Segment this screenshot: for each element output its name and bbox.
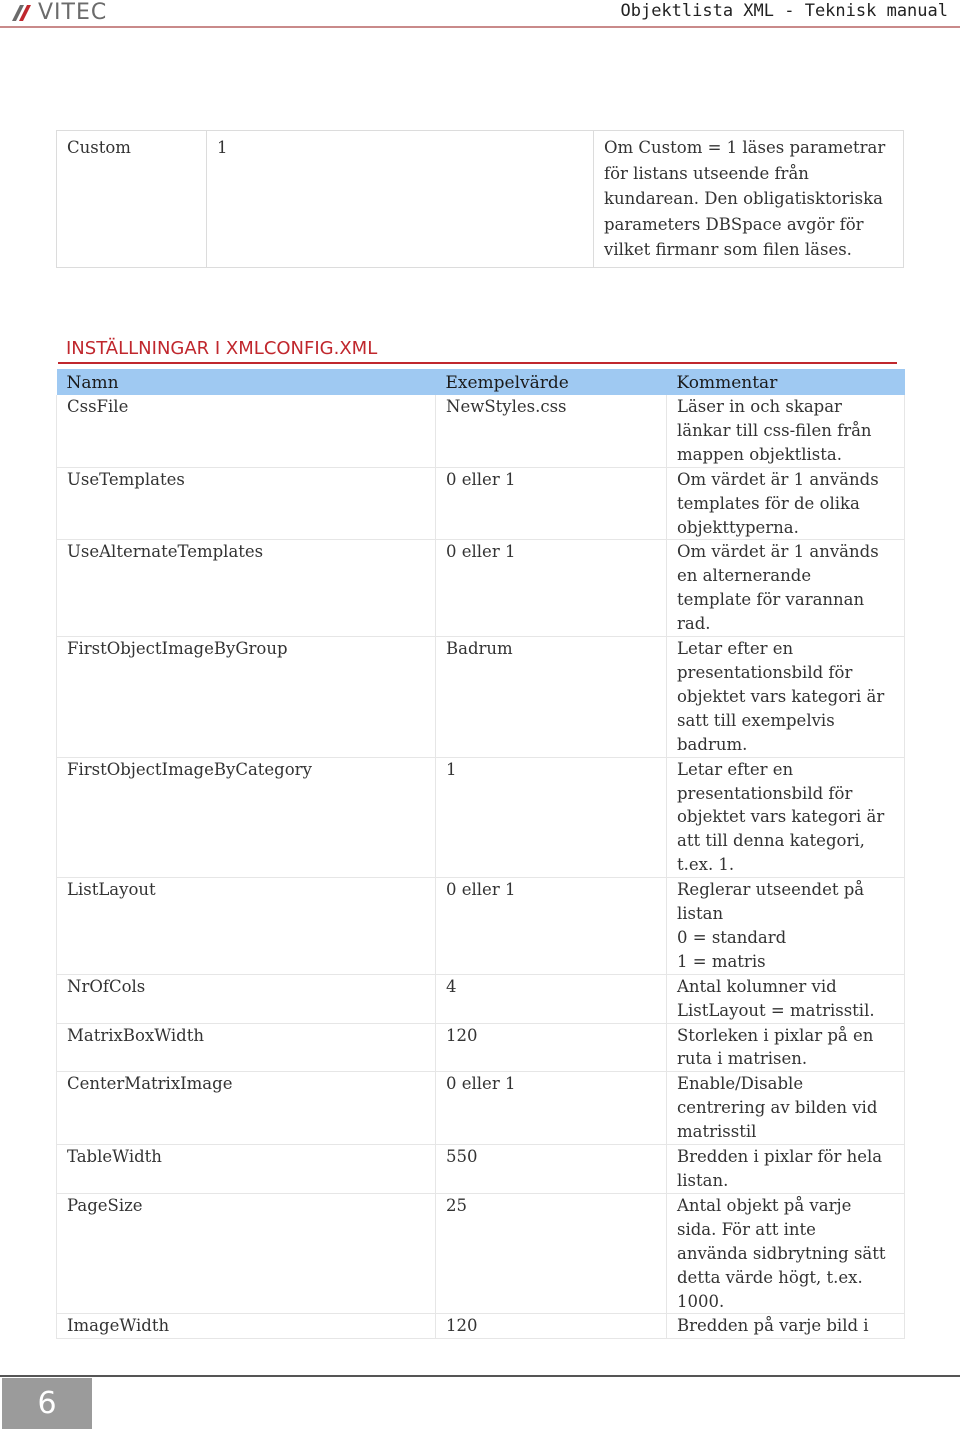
logo-text: VITEC — [38, 0, 108, 25]
comment-line: Om Custom = 1 läses parametrar — [604, 138, 886, 157]
comment-line: objektet vars kategori är — [677, 686, 885, 706]
setting-example-value: Badrum — [436, 637, 667, 758]
comment-line: template för varannan — [677, 590, 865, 610]
setting-example-value: 1 — [436, 757, 667, 878]
comment-line: ListLayout = matrisstil. — [677, 1000, 875, 1020]
setting-name: FirstObjectImageByCategory — [57, 757, 436, 878]
table-row — [57, 1023, 905, 1072]
comment-line: centrering av bilden vid — [677, 1098, 878, 1118]
setting-example-value: 0 eller 1 — [436, 467, 667, 540]
setting-example-value: 0 eller 1 — [436, 540, 667, 637]
comment-line: detta värde högt, t.ex. — [677, 1267, 863, 1287]
page-header — [0, 0, 960, 28]
param-name: Custom — [57, 131, 207, 268]
settings-table-body — [57, 395, 905, 1339]
comment-line: Enable/Disable — [677, 1074, 804, 1094]
table-row — [57, 540, 905, 637]
section-divider — [58, 362, 897, 364]
comment-line: listan — [677, 904, 724, 924]
table-row — [57, 1072, 905, 1145]
setting-comment — [667, 637, 905, 758]
comment-line: mappen objektlista. — [677, 444, 842, 464]
setting-comment — [667, 757, 905, 878]
table-row — [57, 1145, 905, 1194]
vitec-logo-icon — [10, 3, 32, 23]
header-divider — [0, 26, 960, 28]
setting-example-value: 550 — [436, 1145, 667, 1194]
comment-line: presentationsbild för — [677, 783, 853, 803]
comment-line: 1 = matris — [677, 951, 766, 971]
comment-line: presentationsbild för — [677, 662, 853, 682]
comment-line: objektet vars kategori är — [677, 807, 885, 827]
setting-example-value: 0 eller 1 — [436, 1072, 667, 1145]
comment-line: Om värdet är 1 används — [677, 469, 879, 489]
param-comment — [594, 131, 904, 268]
setting-example-value: 120 — [436, 1023, 667, 1072]
comment-line: en alternerande — [677, 566, 812, 586]
page-number: 6 — [2, 1378, 92, 1429]
comment-line: t.ex. 1. — [677, 855, 735, 875]
table-row — [57, 131, 904, 268]
column-header-comment: Kommentar — [667, 369, 905, 395]
setting-comment — [667, 540, 905, 637]
setting-name: TableWidth — [57, 1145, 436, 1194]
setting-example-value: 120 — [436, 1314, 667, 1339]
comment-line: använda sidbrytning sätt — [677, 1243, 886, 1263]
comment-line: satt till exempelvis — [677, 710, 835, 730]
table-row — [57, 757, 905, 878]
setting-example-value: 0 eller 1 — [436, 878, 667, 975]
setting-comment — [667, 878, 905, 975]
comment-line: 1000. — [677, 1291, 725, 1311]
setting-name: CenterMatrixImage — [57, 1072, 436, 1145]
setting-comment — [667, 467, 905, 540]
setting-name: UseTemplates — [57, 467, 436, 540]
comment-line: parameters DBSpace avgör för — [604, 214, 864, 234]
comment-line: Antal kolumner vid — [677, 976, 837, 996]
table-row — [57, 1193, 905, 1314]
footer-divider — [0, 1375, 960, 1377]
setting-comment — [667, 974, 905, 1023]
setting-name: ListLayout — [57, 878, 436, 975]
comment-line: 0 = standard — [677, 927, 787, 947]
column-header-value: Exempelvärde — [436, 369, 667, 395]
comment-line: rad. — [677, 614, 711, 634]
setting-comment — [667, 395, 905, 467]
comment-line: badrum. — [677, 734, 748, 754]
settings-table — [56, 369, 905, 1339]
comment-line: att till denna kategori, — [677, 831, 865, 851]
setting-name: PageSize — [57, 1193, 436, 1314]
section-title: INSTÄLLNINGAR I XMLCONFIG.XML — [66, 338, 378, 359]
setting-name: CssFile — [57, 395, 436, 467]
comment-line: objekttyperna. — [677, 517, 799, 537]
custom-parameter-table — [56, 130, 904, 268]
setting-example-value: NewStyles.css — [436, 395, 667, 467]
setting-name: UseAlternateTemplates — [57, 540, 436, 637]
table-header-row — [57, 369, 905, 395]
table-row — [57, 637, 905, 758]
comment-line: ruta i matrisen. — [677, 1049, 808, 1069]
comment-line: länkar till css-filen från — [677, 420, 872, 440]
table-row — [57, 395, 905, 467]
setting-comment — [667, 1145, 905, 1194]
comment-line: Letar efter en — [677, 759, 794, 779]
comment-line: Läser in och skapar — [677, 397, 842, 416]
setting-comment — [667, 1023, 905, 1072]
comment-line: templates för de olika — [677, 493, 860, 513]
setting-name: MatrixBoxWidth — [57, 1023, 436, 1072]
table-row — [57, 974, 905, 1023]
comment-line: sida. För att inte — [677, 1219, 816, 1239]
setting-example-value: 4 — [436, 974, 667, 1023]
document-title: Objektlista XML - Teknisk manual — [620, 1, 948, 21]
setting-name: NrOfCols — [57, 974, 436, 1023]
table-row — [57, 1314, 905, 1339]
comment-line: listan. — [677, 1171, 729, 1190]
comment-line: matrisstil — [677, 1122, 757, 1142]
setting-name: FirstObjectImageByGroup — [57, 637, 436, 758]
comment-line: Storleken i pixlar på en — [677, 1025, 874, 1045]
comment-line: vilket firmanr som filen läses. — [604, 240, 852, 259]
comment-line: Bredden på varje bild i — [677, 1316, 869, 1336]
comment-line: Bredden i pixlar för hela — [677, 1147, 883, 1167]
comment-line: Reglerar utseendet på — [677, 880, 865, 900]
setting-name: ImageWidth — [57, 1314, 436, 1339]
table-row — [57, 878, 905, 975]
comment-line: för listans utseende från — [604, 163, 809, 183]
comment-line: Letar efter en — [677, 639, 794, 659]
setting-comment — [667, 1193, 905, 1314]
comment-line: kundarean. Den obligatisktoriska — [604, 189, 883, 208]
setting-example-value: 25 — [436, 1193, 667, 1314]
table-row — [57, 467, 905, 540]
comment-line: Om värdet är 1 används — [677, 542, 879, 562]
vitec-logo — [10, 2, 107, 24]
setting-comment — [667, 1314, 905, 1339]
param-value: 1 — [207, 131, 594, 268]
comment-line: Antal objekt på varje — [677, 1195, 852, 1215]
column-header-name: Namn — [57, 369, 436, 395]
setting-comment — [667, 1072, 905, 1145]
